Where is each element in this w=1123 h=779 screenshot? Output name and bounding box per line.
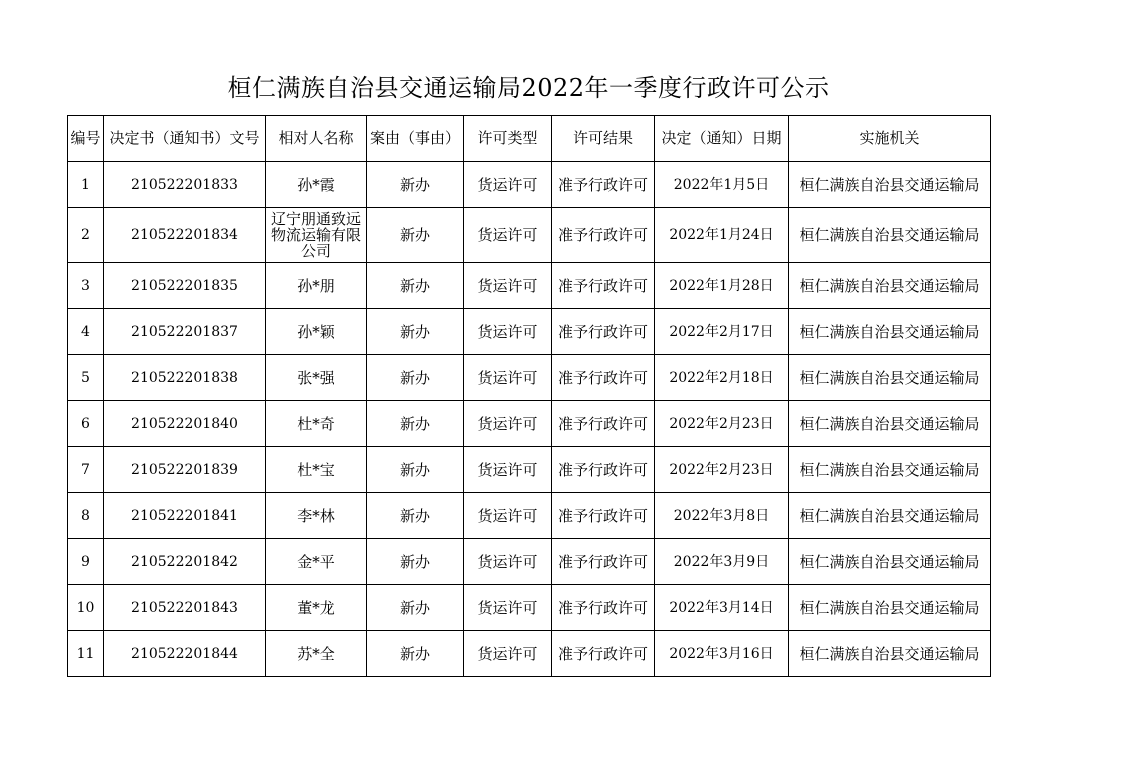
cell-cause: 新办 (367, 493, 464, 539)
cell-agency: 桓仁满族自治县交通运输局 (789, 493, 991, 539)
cell-agency: 桓仁满族自治县交通运输局 (789, 585, 991, 631)
table-row (68, 631, 991, 677)
cell-party-name: 李*林 (266, 493, 367, 539)
cell-permit-result: 准予行政许可 (552, 309, 655, 355)
cell-permit-result: 准予行政许可 (552, 631, 655, 677)
cell-permit-type: 货运许可 (464, 447, 552, 493)
cell-agency: 桓仁满族自治县交通运输局 (789, 309, 991, 355)
cell-party-name: 张*强 (266, 355, 367, 401)
cell-party-name: 孙*颖 (266, 309, 367, 355)
cell-permit-type: 货运许可 (464, 162, 552, 208)
page-title: 桓仁满族自治县交通运输局2022年一季度行政许可公示 (227, 74, 830, 102)
cell-agency: 桓仁满族自治县交通运输局 (789, 631, 991, 677)
cell-cause: 新办 (367, 539, 464, 585)
cell-permit-type: 货运许可 (464, 208, 552, 263)
table-row (68, 208, 991, 263)
cell-agency: 桓仁满族自治县交通运输局 (789, 162, 991, 208)
cell-agency: 桓仁满族自治县交通运输局 (789, 401, 991, 447)
cell-cause: 新办 (367, 631, 464, 677)
cell-number: 6 (68, 401, 104, 447)
cell-permit-result: 准予行政许可 (552, 401, 655, 447)
cell-agency: 桓仁满族自治县交通运输局 (789, 263, 991, 309)
col-header-permit-result: 许可结果 (552, 116, 655, 162)
cell-document-number: 210522201840 (104, 401, 266, 447)
cell-permit-result: 准予行政许可 (552, 263, 655, 309)
cell-decision-date: 2022年1月5日 (655, 162, 789, 208)
cell-permit-result: 准予行政许可 (552, 585, 655, 631)
cell-permit-type: 货运许可 (464, 309, 552, 355)
cell-document-number: 210522201837 (104, 309, 266, 355)
cell-permit-type: 货运许可 (464, 355, 552, 401)
col-header-cause: 案由（事由） (367, 116, 464, 162)
cell-document-number: 210522201835 (104, 263, 266, 309)
table-row (68, 447, 991, 493)
cell-permit-type: 货运许可 (464, 263, 552, 309)
header-row (68, 116, 991, 162)
cell-party-name: 杜*宝 (266, 447, 367, 493)
cell-document-number: 210522201839 (104, 447, 266, 493)
cell-permit-result: 准予行政许可 (552, 355, 655, 401)
cell-agency: 桓仁满族自治县交通运输局 (789, 447, 991, 493)
cell-permit-result: 准予行政许可 (552, 208, 655, 263)
cell-decision-date: 2022年2月17日 (655, 309, 789, 355)
cell-cause: 新办 (367, 355, 464, 401)
cell-number: 5 (68, 355, 104, 401)
cell-agency: 桓仁满族自治县交通运输局 (789, 539, 991, 585)
table-row (68, 585, 991, 631)
cell-document-number: 210522201843 (104, 585, 266, 631)
table-row (68, 162, 991, 208)
cell-decision-date: 2022年3月14日 (655, 585, 789, 631)
cell-permit-type: 货运许可 (464, 631, 552, 677)
cell-permit-result: 准予行政许可 (552, 162, 655, 208)
cell-permit-result: 准予行政许可 (552, 493, 655, 539)
cell-decision-date: 2022年1月28日 (655, 263, 789, 309)
cell-cause: 新办 (367, 208, 464, 263)
cell-number: 1 (68, 162, 104, 208)
cell-party-name: 辽宁朋通致远物流运输有限公司 (266, 208, 367, 263)
cell-number: 10 (68, 585, 104, 631)
col-header-agency: 实施机关 (789, 116, 991, 162)
cell-party-name: 苏*全 (266, 631, 367, 677)
cell-party-name: 孙*朋 (266, 263, 367, 309)
cell-permit-type: 货运许可 (464, 585, 552, 631)
cell-number: 11 (68, 631, 104, 677)
cell-party-name: 孙*霞 (266, 162, 367, 208)
cell-decision-date: 2022年3月9日 (655, 539, 789, 585)
col-header-party-name: 相对人名称 (266, 116, 367, 162)
cell-document-number: 210522201841 (104, 493, 266, 539)
permit-table (67, 115, 991, 677)
cell-number: 9 (68, 539, 104, 585)
cell-cause: 新办 (367, 401, 464, 447)
cell-document-number: 210522201844 (104, 631, 266, 677)
col-header-document-number: 决定书（通知书）文号 (104, 116, 266, 162)
cell-cause: 新办 (367, 447, 464, 493)
cell-permit-type: 货运许可 (464, 493, 552, 539)
cell-document-number: 210522201833 (104, 162, 266, 208)
cell-cause: 新办 (367, 162, 464, 208)
cell-decision-date: 2022年2月23日 (655, 401, 789, 447)
table-row (68, 401, 991, 447)
table-row (68, 309, 991, 355)
cell-party-name: 金*平 (266, 539, 367, 585)
cell-decision-date: 2022年2月23日 (655, 447, 789, 493)
cell-cause: 新办 (367, 263, 464, 309)
cell-number: 7 (68, 447, 104, 493)
cell-document-number: 210522201842 (104, 539, 266, 585)
cell-decision-date: 2022年2月18日 (655, 355, 789, 401)
cell-document-number: 210522201834 (104, 208, 266, 263)
cell-document-number: 210522201838 (104, 355, 266, 401)
col-header-number: 编号 (68, 116, 104, 162)
cell-permit-type: 货运许可 (464, 539, 552, 585)
table-row (68, 493, 991, 539)
col-header-permit-type: 许可类型 (464, 116, 552, 162)
cell-decision-date: 2022年1月24日 (655, 208, 789, 263)
cell-agency: 桓仁满族自治县交通运输局 (789, 208, 991, 263)
cell-decision-date: 2022年3月8日 (655, 493, 789, 539)
cell-decision-date: 2022年3月16日 (655, 631, 789, 677)
col-header-decision-date: 决定（通知）日期 (655, 116, 789, 162)
cell-permit-type: 货运许可 (464, 401, 552, 447)
cell-party-name: 杜*奇 (266, 401, 367, 447)
cell-party-name: 董*龙 (266, 585, 367, 631)
cell-number: 3 (68, 263, 104, 309)
table-row (68, 355, 991, 401)
cell-cause: 新办 (367, 585, 464, 631)
table-row (68, 539, 991, 585)
cell-agency: 桓仁满族自治县交通运输局 (789, 355, 991, 401)
cell-number: 2 (68, 208, 104, 263)
cell-permit-result: 准予行政许可 (552, 539, 655, 585)
cell-number: 4 (68, 309, 104, 355)
cell-number: 8 (68, 493, 104, 539)
table-row (68, 263, 991, 309)
cell-cause: 新办 (367, 309, 464, 355)
cell-permit-result: 准予行政许可 (552, 447, 655, 493)
